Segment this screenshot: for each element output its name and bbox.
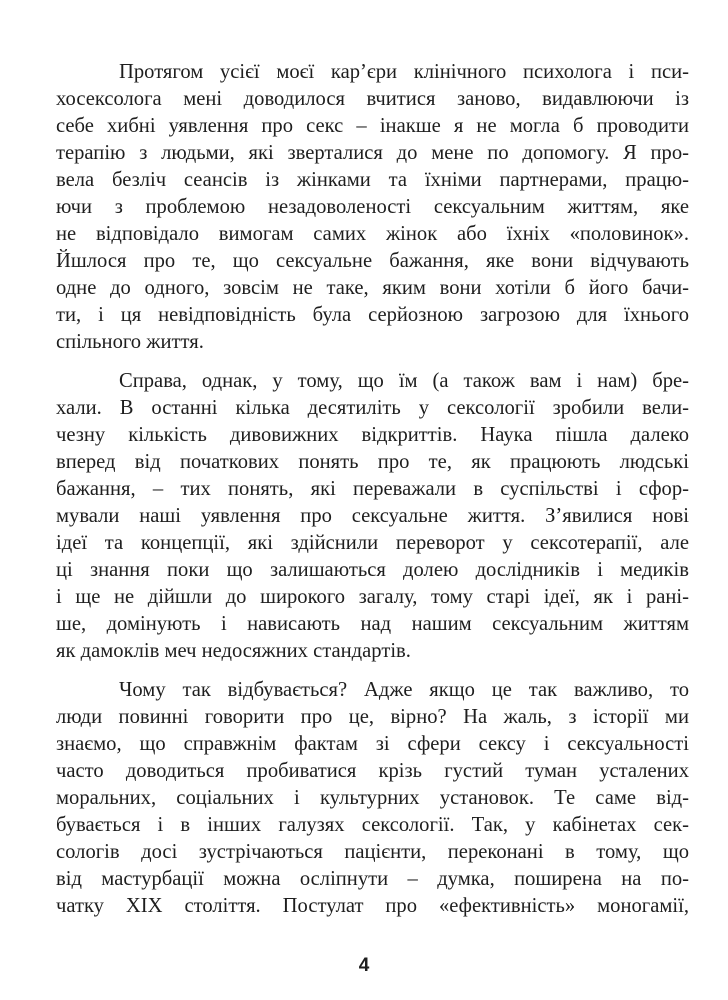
text-line: вела безліч сеансів із жінками та їхніми партнерами, працю- bbox=[56, 169, 689, 191]
text-line: Чому так відбувається? Адже якщо це так важливо, то bbox=[119, 679, 689, 701]
paragraph bbox=[56, 59, 689, 356]
text-line: не відповідало вимогам самих жінок або їхніх «половинок». bbox=[56, 223, 689, 245]
text-line: від мастурбації можна осліпнути – думка, поширена на по- bbox=[56, 868, 689, 890]
text-line: знаємо, що справжнім фактам зі сфери сексу і сексуальності bbox=[56, 733, 689, 755]
page-body bbox=[56, 59, 689, 920]
text-line: ше, домінують і нависають над нашим сексуальним життям bbox=[56, 613, 689, 635]
text-line: і ще не дійшли до широкого загалу, тому старі ідеї, як і рані- bbox=[56, 586, 689, 608]
text-line: спільного життя. bbox=[56, 331, 204, 353]
text-line: люди повинні говорити про це, вірно? На жаль, з історії ми bbox=[56, 706, 689, 728]
text-line: моральних, соціальних і культурних установок. Те саме від- bbox=[56, 787, 689, 809]
text-line: вперед від початкових понять про те, як працюють людські bbox=[56, 451, 689, 473]
text-line: себе хибні уявлення про секс – інакше я не могла б проводити bbox=[56, 115, 689, 137]
text-line: ідеї та концепції, які здійснили переворот у сексотерапії, але bbox=[56, 532, 689, 554]
text-line: часто доводиться пробиватися крізь густий туман усталених bbox=[56, 760, 689, 782]
text-line: ти, і ця невідповідність була серйозною загрозою для їхнього bbox=[56, 304, 689, 326]
text-line: чезну кількість дивовижних відкриттів. Наука пішла далеко bbox=[56, 424, 689, 446]
text-line: ці знання поки що залишаються долею дослідників і медиків bbox=[56, 559, 689, 581]
text-line: бувається і в інших галузях сексології. Так, у кабінетах сек- bbox=[56, 814, 689, 836]
text-line: терапію з людьми, які зверталися до мене по допомогу. Я про- bbox=[56, 142, 689, 164]
text-line: сологів досі зустрічаються пацієнти, переконані в тому, що bbox=[56, 841, 689, 863]
text-line: як дамоклів меч недосяжних стандартів. bbox=[56, 640, 411, 662]
text-line: мували наші уявлення про сексуальне життя. З’явилися нові bbox=[56, 505, 689, 527]
text-line: чатку XIX століття. Постулат про «ефективність» моногамії, bbox=[56, 895, 689, 917]
page-number: 4 bbox=[358, 955, 370, 976]
paragraph bbox=[56, 368, 689, 665]
text-line: хосексолога мені доводилося вчитися заново, видавлюючи із bbox=[56, 88, 689, 110]
paragraph bbox=[56, 677, 689, 920]
text-line: Справа, однак, у тому, що їм (а також вам і нам) бре- bbox=[119, 370, 689, 392]
text-line: ючи з проблемою незадоволеності сексуальним життям, яке bbox=[56, 196, 689, 218]
text-line: бажання, – тих понять, які переважали в суспільстві і сфор- bbox=[56, 478, 689, 500]
text-line: одне до одного, зовсім не таке, яким вони хотіли б його бачи- bbox=[56, 277, 689, 299]
text-line: хали. В останні кілька десятиліть у сексології зробили вели- bbox=[56, 397, 689, 419]
text-line: Йшлося про те, що сексуальне бажання, яке вони відчувають bbox=[56, 250, 689, 272]
text-line: Протягом усієї моєї кар’єри клінічного психолога і пси- bbox=[119, 61, 689, 83]
